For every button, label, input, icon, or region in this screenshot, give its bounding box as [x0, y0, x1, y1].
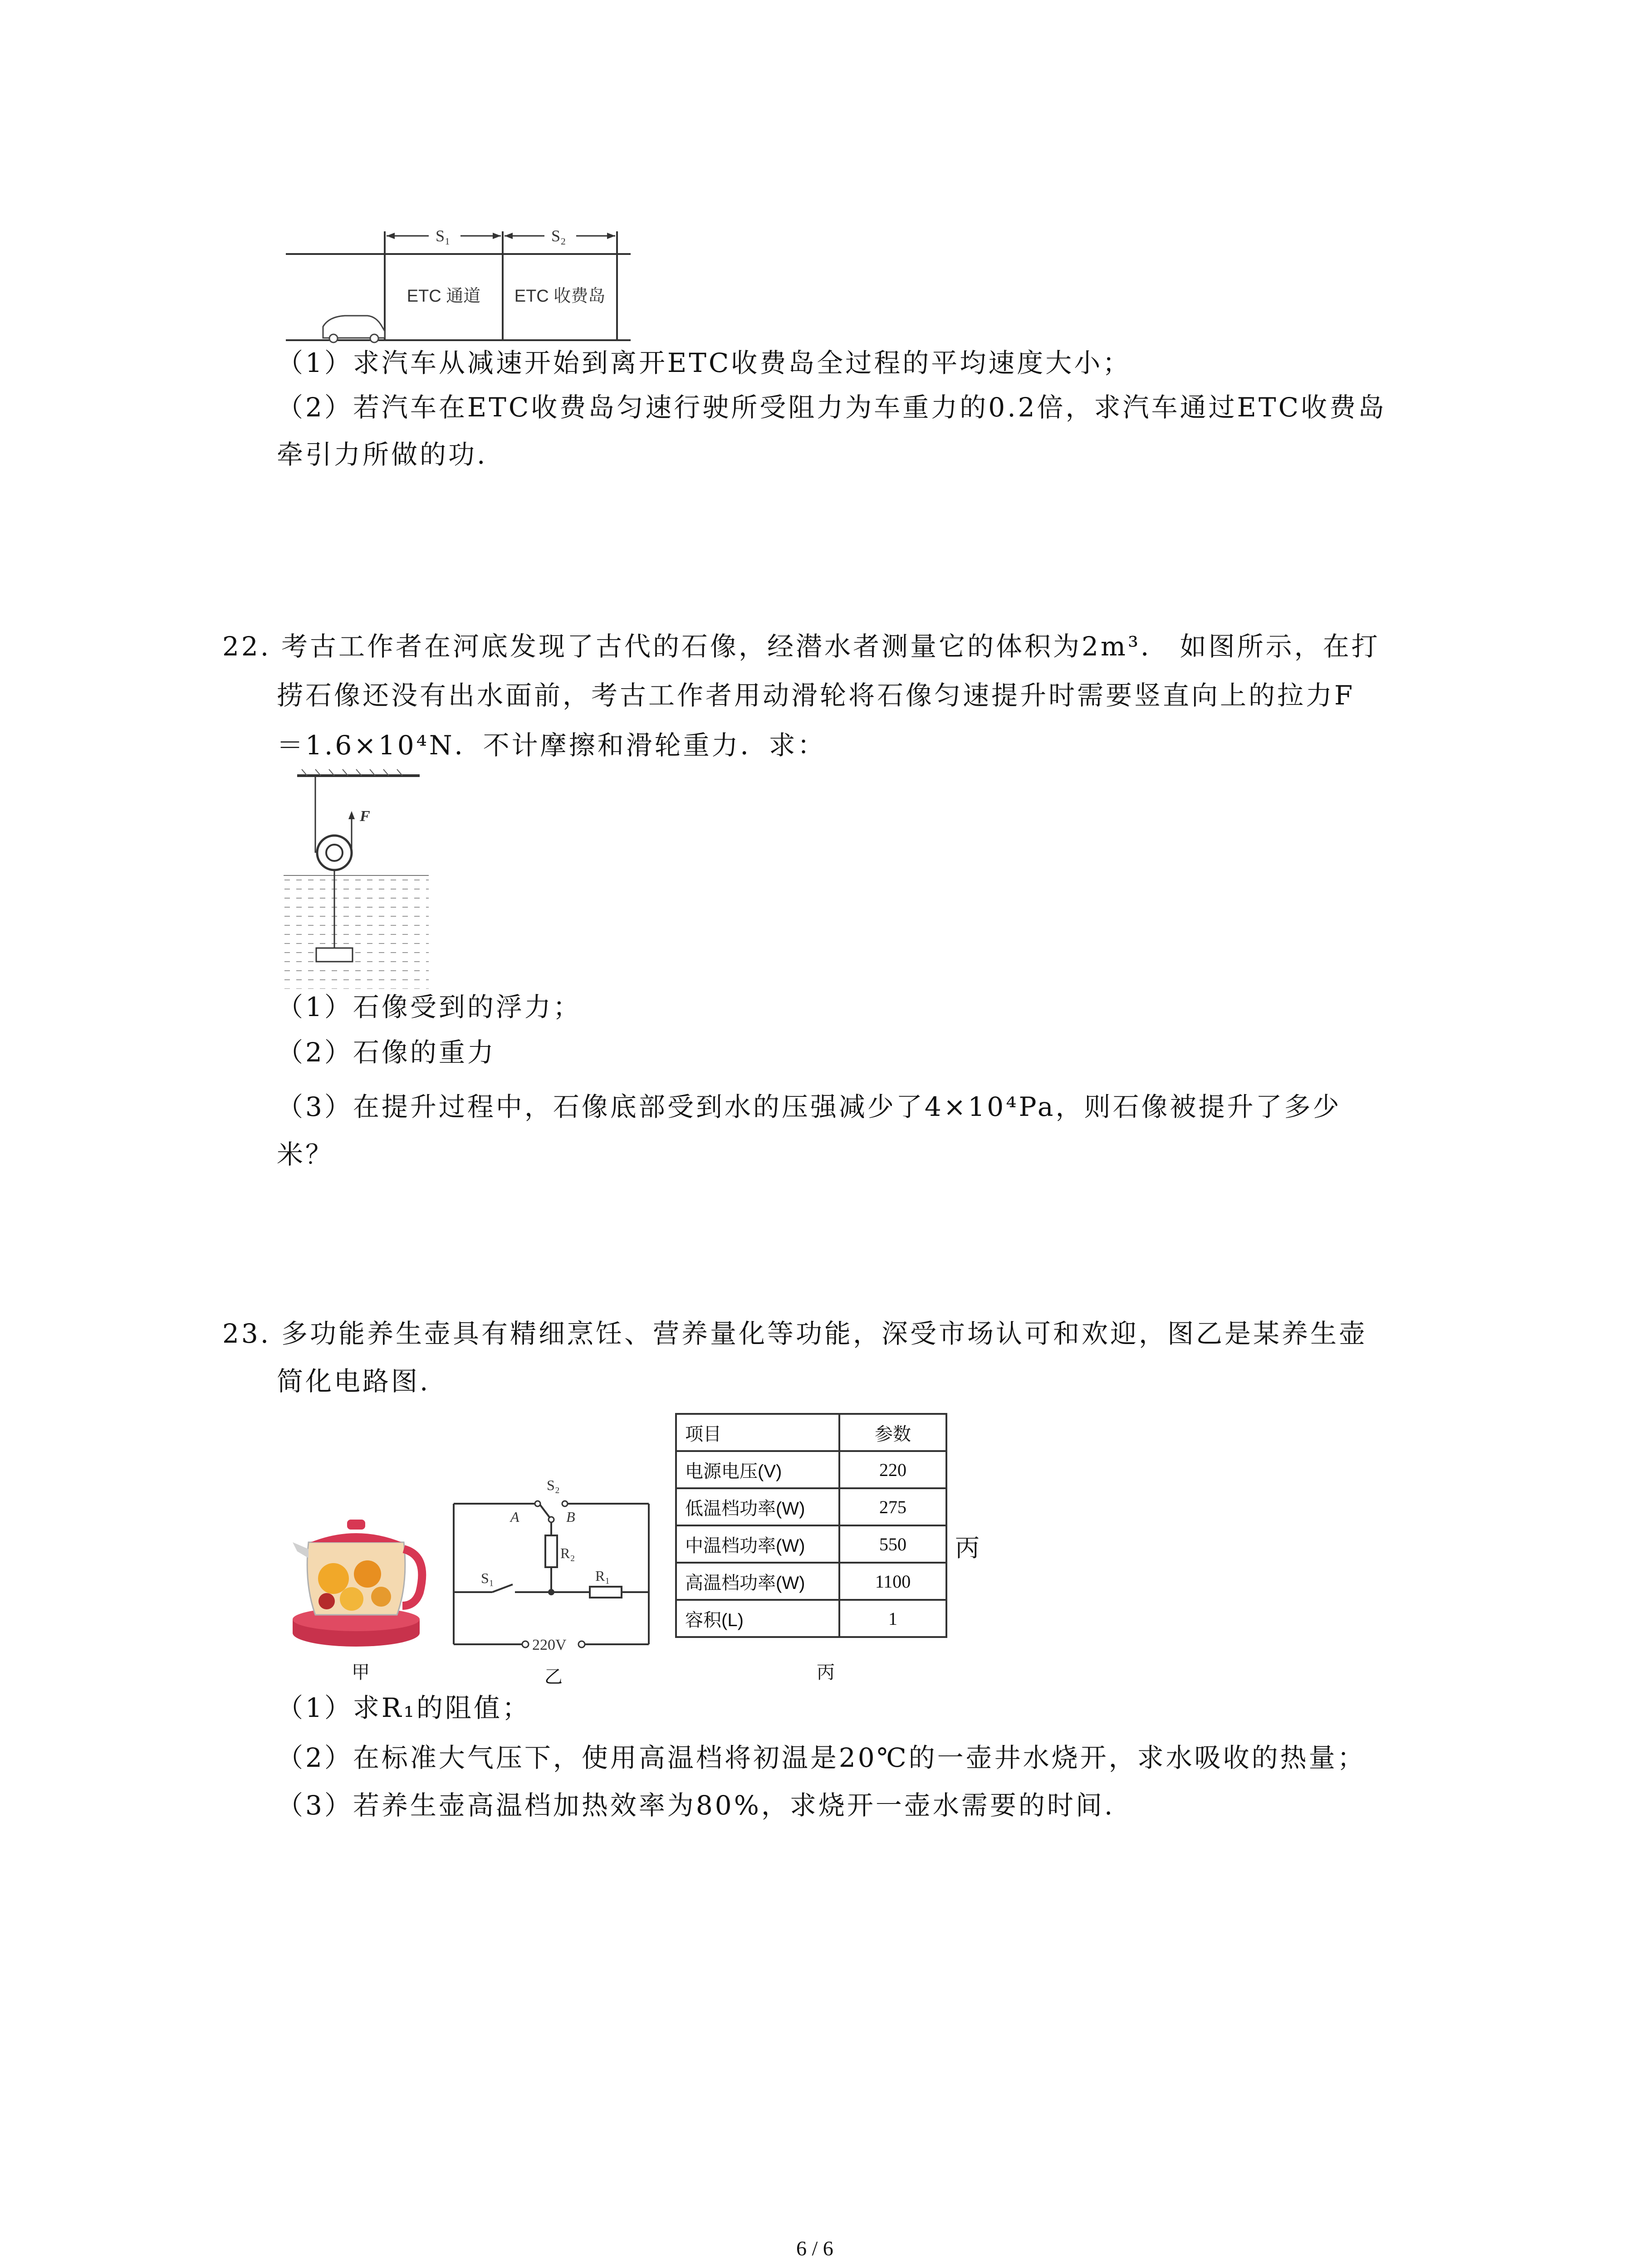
- q21-sub2-line2: 牵引力所做的功.: [277, 439, 488, 470]
- table-row: [676, 1563, 946, 1600]
- header-item: 项目: [676, 1414, 839, 1451]
- row-label: 容积(L): [676, 1600, 839, 1637]
- q23-line2: 简化电路图.: [277, 1366, 431, 1397]
- q22-sub1: （1）石像受到的浮力；: [277, 992, 582, 1022]
- q23-line1: 多功能养生壶具有精细烹饪、营养量化等功能，深受市场认可和欢迎，图乙是某养生壶: [281, 1318, 1368, 1349]
- resistor-r1-label: R₁: [595, 1568, 610, 1584]
- s2-label: S₂: [551, 227, 566, 245]
- pulley-figure: [284, 767, 429, 989]
- switch-s1-label: S₁: [481, 1570, 494, 1586]
- table-row: [676, 1600, 946, 1637]
- q22-line1: 考古工作者在河底发现了古代的石像，经潜水者测量它的体积为2m³． 如图所示，在打: [281, 631, 1380, 662]
- row-label: 电源电压(V): [676, 1451, 839, 1488]
- q22-line3: ＝1.6×10⁴N．不计摩擦和滑轮重力．求：: [277, 730, 826, 761]
- q22-sub3-line1: （3）在提升过程中，石像底部受到水的压强减少了4×10⁴Pa，则石像被提升了多少: [277, 1091, 1342, 1122]
- table-row: [676, 1488, 946, 1525]
- q23-sub2: （2）在标准大气压下，使用高温档将初温是20℃的一壶井水烧开，求水吸收的热量；: [277, 1742, 1366, 1773]
- q22-number: 22.: [222, 631, 271, 662]
- etc-lane-label: ETC 通道: [407, 287, 481, 306]
- caption-bing: 丙: [817, 1662, 835, 1683]
- q23-number: 23.: [222, 1318, 271, 1349]
- switch-s2-label: S₂: [547, 1477, 560, 1493]
- terminal-a-label: A: [510, 1509, 519, 1525]
- force-label-f: F: [360, 808, 370, 825]
- row-value: 275: [839, 1488, 946, 1525]
- source-voltage-label: 220V: [532, 1637, 567, 1653]
- q21-sub1: （1）求汽车从减速开始到离开ETC收费岛全过程的平均速度大小；: [277, 347, 1132, 378]
- row-label: 高温档功率(W): [676, 1563, 839, 1600]
- row-value: 220: [839, 1451, 946, 1488]
- q23-sub3: （3）若养生壶高温档加热效率为80%，求烧开一壶水需要的时间.: [277, 1790, 1115, 1821]
- car-icon: [323, 316, 385, 342]
- q21-sub2-line1: （2）若汽车在ETC收费岛匀速行驶所受阻力为车重力的0.2倍，求汽车通过ETC收费岛: [277, 392, 1386, 423]
- header-param: 参数: [839, 1414, 946, 1451]
- resistor-r2-label: R₂: [560, 1545, 575, 1561]
- q23-sub1: （1）求R₁的阻值；: [277, 1692, 531, 1723]
- caption-yi: 乙: [544, 1667, 563, 1687]
- table-header-row: [676, 1414, 946, 1451]
- circuit-diagram: [449, 1476, 658, 1656]
- side-label-bing: 丙: [955, 1534, 980, 1562]
- row-value: 550: [839, 1525, 946, 1563]
- q22-line2: 捞石像还没有出水面前，考古工作者用动滑轮将石像匀速提升时需要竖直向上的拉力F: [277, 680, 1355, 711]
- q22-sub2: （2）石像的重力: [277, 1037, 496, 1068]
- row-value: 1: [839, 1600, 946, 1637]
- table-row: [676, 1451, 946, 1488]
- s1-label: S₁: [436, 227, 451, 245]
- kettle-image: [284, 1492, 433, 1651]
- terminal-b-label: B: [566, 1509, 575, 1525]
- row-label: 低温档功率(W): [676, 1488, 839, 1525]
- etc-lane-figure: [286, 213, 631, 349]
- page-number: 6 / 6: [796, 2237, 833, 2260]
- etc-booth-label: ETC 收费岛: [514, 287, 606, 306]
- table-row: [676, 1525, 946, 1563]
- q22-sub3-line2: 米？: [277, 1139, 334, 1170]
- row-label: 中温档功率(W): [676, 1525, 839, 1563]
- parameter-table: [675, 1413, 947, 1638]
- caption-jia: 甲: [352, 1662, 370, 1683]
- row-value: 1100: [839, 1563, 946, 1600]
